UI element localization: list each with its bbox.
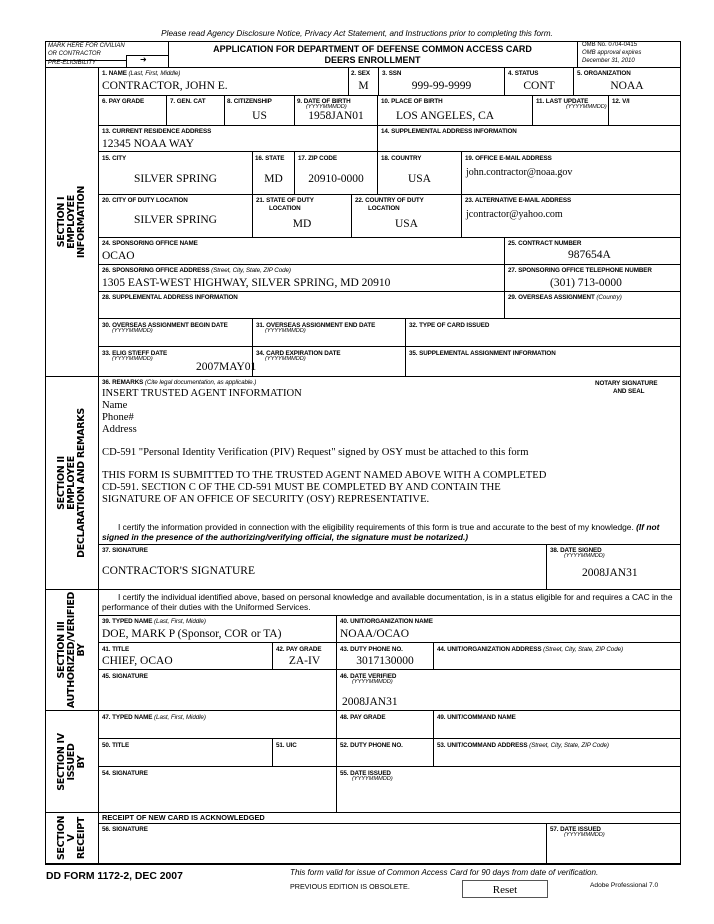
pay-grade-label: 6. PAY GRADE (102, 98, 145, 105)
omb-date: December 31, 2010 (582, 58, 635, 64)
reset-button[interactable]: Reset (462, 880, 548, 898)
office-address-label: 26. SPONSORING OFFICE ADDRESS (Street, City, State, ZIP Code) (102, 267, 291, 274)
contract-number-label: 25. CONTRACT NUMBER (508, 240, 582, 247)
typed-name-field[interactable]: DOE, MARK P (Sponsor, COR or TA) (102, 628, 282, 640)
signature-field[interactable]: CONTRACTOR'S SIGNATURE (102, 565, 255, 577)
remark-line[interactable]: CD-591. SECTION C OF THE CD-591 MUST BE COMPLETED BY AND CONTAIN THE (102, 482, 501, 493)
card-type-label: 32. TYPE OF CARD ISSUED (409, 322, 490, 329)
unit-org-field[interactable]: NOAA/OCAO (340, 628, 409, 640)
section-1-title: SECTION I EMPLOYEE INFORMATION (56, 185, 87, 259)
elig-date-format: (YYYYMMMDD) (112, 356, 153, 362)
duty-city-field[interactable]: SILVER SPRING (134, 214, 217, 226)
overseas-begin-label: 30. OVERSEAS ASSIGNMENT BEGIN DATE (102, 322, 228, 329)
duty-state-label-2: LOCATION (269, 205, 301, 212)
alt-email-field[interactable]: jcontractor@yahoo.com (466, 209, 563, 220)
date-verified-label: 46. DATE VERIFIED (340, 673, 397, 680)
remark-line[interactable]: INSERT TRUSTED AGENT INFORMATION (102, 388, 302, 399)
receipt-date-label: 57. DATE ISSUED (550, 826, 601, 833)
duty-country-label-2: LOCATION (368, 205, 400, 212)
office-name-label: 24. SPONSORING OFFICE NAME (102, 240, 198, 247)
name-field[interactable]: CONTRACTOR, JOHN E. (102, 80, 228, 92)
status-field[interactable]: CONT (523, 80, 555, 92)
issuer-duty-phone-label: 52. DUTY PHONE NO. (340, 742, 403, 749)
remark-line[interactable]: Address (102, 424, 137, 435)
state-label: 16. STATE (255, 155, 285, 162)
place-of-birth-field[interactable]: LOS ANGELES, CA (396, 110, 495, 122)
state-field[interactable]: MD (264, 173, 283, 185)
date-issued-format: (YYYYMMMDD) (352, 776, 393, 782)
name-label: 1. NAME (Last, First, Middle) (102, 70, 181, 77)
verifier-pay-grade-label: 42. PAY GRADE (276, 646, 322, 653)
date-verified-format: (YYYYMMMDD) (352, 679, 393, 685)
or-contractor-label: OR CONTRACTOR (48, 51, 101, 57)
alt-email-label: 23. ALTERNATIVE E-MAIL ADDRESS (465, 197, 572, 204)
remark-line[interactable]: Name (102, 400, 128, 411)
notary-label: NOTARY SIGNATURE (595, 380, 658, 387)
unit-org-label: 40. UNIT/ORGANIZATION NAME (340, 618, 433, 625)
date-signed-label: 38. DATE SIGNED (550, 547, 602, 554)
pre-eligibility-label: PRE-ELIGIBILITY (48, 60, 97, 66)
city-label: 15. CITY (102, 155, 127, 162)
duty-city-label: 20. CITY OF DUTY LOCATION (102, 197, 188, 204)
title-field[interactable]: CHIEF, OCAO (102, 655, 173, 667)
form-title: APPLICATION FOR DEPARTMENT OF DEFENSE COMMON ACCESS CARD (213, 44, 532, 54)
dob-field[interactable]: 1958JAN01 (308, 110, 364, 122)
receipt-heading: RECEIPT OF NEW CARD IS ACKNOWLEDGED (102, 813, 265, 822)
dob-label: 9. DATE OF BIRTH (297, 98, 351, 105)
unit-command-address-label: 53. UNIT/COMMAND ADDRESS (Street, City, State, ZIP Code) (437, 742, 609, 749)
authorization-statement: I certify the individual identified above, based on personal knowledge and available documentation, is in a status eligible for and requires a CAC in the performance of their duties with the Uniformed Services. (102, 592, 673, 612)
section-3-title: SECTION III AUTHORIZED/VERIFIED BY (56, 591, 88, 709)
remark-line[interactable]: SIGNATURE OF AN OFFICE OF SECURITY (OSY) REPRESENTATIVE. (102, 494, 430, 505)
verifier-pay-grade-field[interactable]: ZA-IV (288, 655, 321, 667)
vi-label: 12. V/I (612, 98, 630, 105)
overseas-end-format: (YYYYMMMDD) (265, 328, 306, 334)
residence-field[interactable]: 12345 NOAA WAY (102, 138, 195, 150)
elig-date-field[interactable]: 2007MAY01 (196, 361, 257, 373)
duty-phone-field[interactable]: 3017130000 (356, 655, 414, 667)
card-expiration-label: 34. CARD EXPIRATION DATE (256, 350, 341, 357)
gen-cat-label: 7. GEN. CAT (170, 98, 206, 105)
obsolete-notice: PREVIOUS EDITION IS OBSOLETE. (290, 882, 410, 891)
supplemental-address-label: 14. SUPPLEMENTAL ADDRESS INFORMATION (381, 128, 517, 135)
section-5-title: SECTION V RECEIPT (56, 815, 87, 861)
receipt-signature-label: 56. SIGNATURE (102, 826, 148, 833)
remark-line[interactable]: THIS FORM IS SUBMITTED TO THE TRUSTED AGENT NAMED ABOVE WITH A COMPLETED (102, 470, 547, 481)
uic-label: 51. UIC (276, 742, 297, 749)
section-2-title: SECTION II EMPLOYEE DECLARATION AND REMARKS (56, 408, 88, 558)
dob-format: (YYYYMMMDD) (306, 104, 347, 110)
omb-approval: OMB approval expires (582, 50, 642, 56)
validity-notice: This form valid for issue of Common Access Card for 90 days from date of verification. (290, 868, 599, 877)
organization-field[interactable]: NOAA (610, 80, 644, 92)
elig-date-label: 33. ELIG ST/EFF DATE (102, 350, 168, 357)
office-address-field[interactable]: 1305 EAST-WEST HIGHWAY, SILVER SPRING, MD 20910 (102, 277, 391, 289)
ssn-label: 3. SSN (382, 70, 402, 77)
form-subtitle: DEERS ENROLLMENT (324, 55, 421, 65)
office-name-field[interactable]: OCAO (102, 250, 135, 262)
status-label: 4. STATUS (508, 70, 539, 77)
office-phone-field[interactable]: (301) 713-0000 (550, 277, 622, 289)
section-4-title: SECTION IV ISSUED BY (56, 732, 88, 791)
remarks-label: 36. REMARKS (Cite legal documentation, as applicable.) (102, 379, 257, 386)
contract-number-field[interactable]: 987654A (568, 249, 611, 261)
notary-label-2: AND SEAL (613, 388, 645, 395)
date-issued-label: 55. DATE ISSUED (340, 770, 391, 777)
citizenship-field[interactable]: US (252, 110, 267, 122)
remark-line[interactable]: Phone# (102, 412, 134, 423)
issuer-signature-label: 54. SIGNATURE (102, 770, 148, 777)
office-email-field[interactable]: john.contractor@noaa.gov (466, 167, 573, 178)
country-label: 18. COUNTRY (381, 155, 422, 162)
duty-country-field[interactable]: USA (394, 218, 418, 230)
last-update-format: (YYYYMMMDD) (566, 104, 607, 110)
certification-statement: I certify the information provided in connection with the eligibility requirements of this form is true and accurate to the best of my knowledge. (If not signed in the presence of the authorizing/verifying official, the signature must be notarized.) (102, 522, 660, 542)
zip-label: 17. ZIP CODE (298, 155, 337, 162)
overseas-begin-format: (YYYYMMMDD) (112, 328, 153, 334)
residence-label: 13. CURRENT RESIDENCE ADDRESS (102, 128, 212, 135)
arrow-icon: ➜ (140, 55, 147, 64)
date-signed-field[interactable]: 2008JAN31 (582, 567, 638, 579)
date-signed-format: (YYYYMMMDD) (564, 553, 605, 559)
title-label: 41. TITLE (102, 646, 130, 653)
form-id: DD FORM 1172-2, DEC 2007 (46, 871, 183, 882)
duty-state-label: 21. STATE OF DUTY (256, 197, 314, 204)
duty-state-field[interactable]: MD (292, 218, 312, 230)
typed-name-label: 39. TYPED NAME (Last, First, Middle) (102, 618, 206, 625)
office-email-label: 19. OFFICE E-MAIL ADDRESS (465, 155, 552, 162)
supplemental-address-2-label: 28. SUPPLEMENTAL ADDRESS INFORMATION (102, 294, 238, 301)
signature-label: 37. SIGNATURE (102, 547, 148, 554)
zip-field[interactable]: 20910-0000 (308, 173, 364, 185)
sex-field[interactable]: M (358, 80, 369, 92)
remark-line[interactable]: CD-591 "Personal Identity Verification (PIV) Request" signed by OSY must be attached to this form (102, 447, 529, 458)
agency-notice: Please read Agency Disclosure Notice, Privacy Act Statement, and Instructions prior to completing this form. (161, 29, 553, 38)
omb-number: OMB No. 0704-0415 (582, 42, 638, 48)
place-of-birth-label: 10. PLACE OF BIRTH (381, 98, 443, 105)
issuer-title-label: 50. TITLE (102, 742, 130, 749)
software-note: Adobe Professional 7.0 (590, 882, 659, 889)
card-expiration-format: (YYYYMMMDD) (265, 356, 306, 362)
organization-label: 5. ORGANIZATION (577, 70, 631, 77)
issuer-pay-grade-label: 48. PAY GRADE (340, 714, 386, 721)
unit-org-address-label: 44. UNIT/ORGANIZATION ADDRESS (Street, City, State, ZIP Code) (437, 646, 624, 653)
sex-label: 2. SEX (351, 70, 371, 77)
supplemental-assignment-label: 35. SUPPLEMENTAL ASSIGNMENT INFORMATION (409, 350, 556, 357)
office-phone-label: 27. SPONSORING OFFICE TELEPHONE NUMBER (508, 267, 652, 274)
mark-here-label: MARK HERE FOR CIVILIAN (48, 43, 125, 49)
duty-phone-label: 43. DUTY PHONE NO. (340, 646, 403, 653)
citizenship-label: 8. CITIZENSHIP (227, 98, 272, 105)
overseas-assignment-label: 29. OVERSEAS ASSIGNMENT (Country) (508, 294, 622, 301)
date-verified-field[interactable]: 2008JAN31 (342, 696, 398, 708)
receipt-date-format: (YYYYMMMDD) (564, 832, 605, 838)
country-field[interactable]: USA (407, 173, 431, 185)
city-field[interactable]: SILVER SPRING (134, 173, 217, 185)
overseas-end-label: 31. OVERSEAS ASSIGNMENT END DATE (256, 322, 376, 329)
verifier-signature-label: 45. SIGNATURE (102, 673, 148, 680)
issuer-typed-name-label: 47. TYPED NAME (Last, First, Middle) (102, 714, 206, 721)
unit-command-name-label: 49. UNIT/COMMAND NAME (437, 714, 516, 721)
duty-country-label: 22. COUNTRY OF DUTY (355, 197, 424, 204)
ssn-field[interactable]: 999-99-9999 (411, 80, 472, 92)
last-update-label: 11. LAST UPDATE (536, 98, 589, 105)
